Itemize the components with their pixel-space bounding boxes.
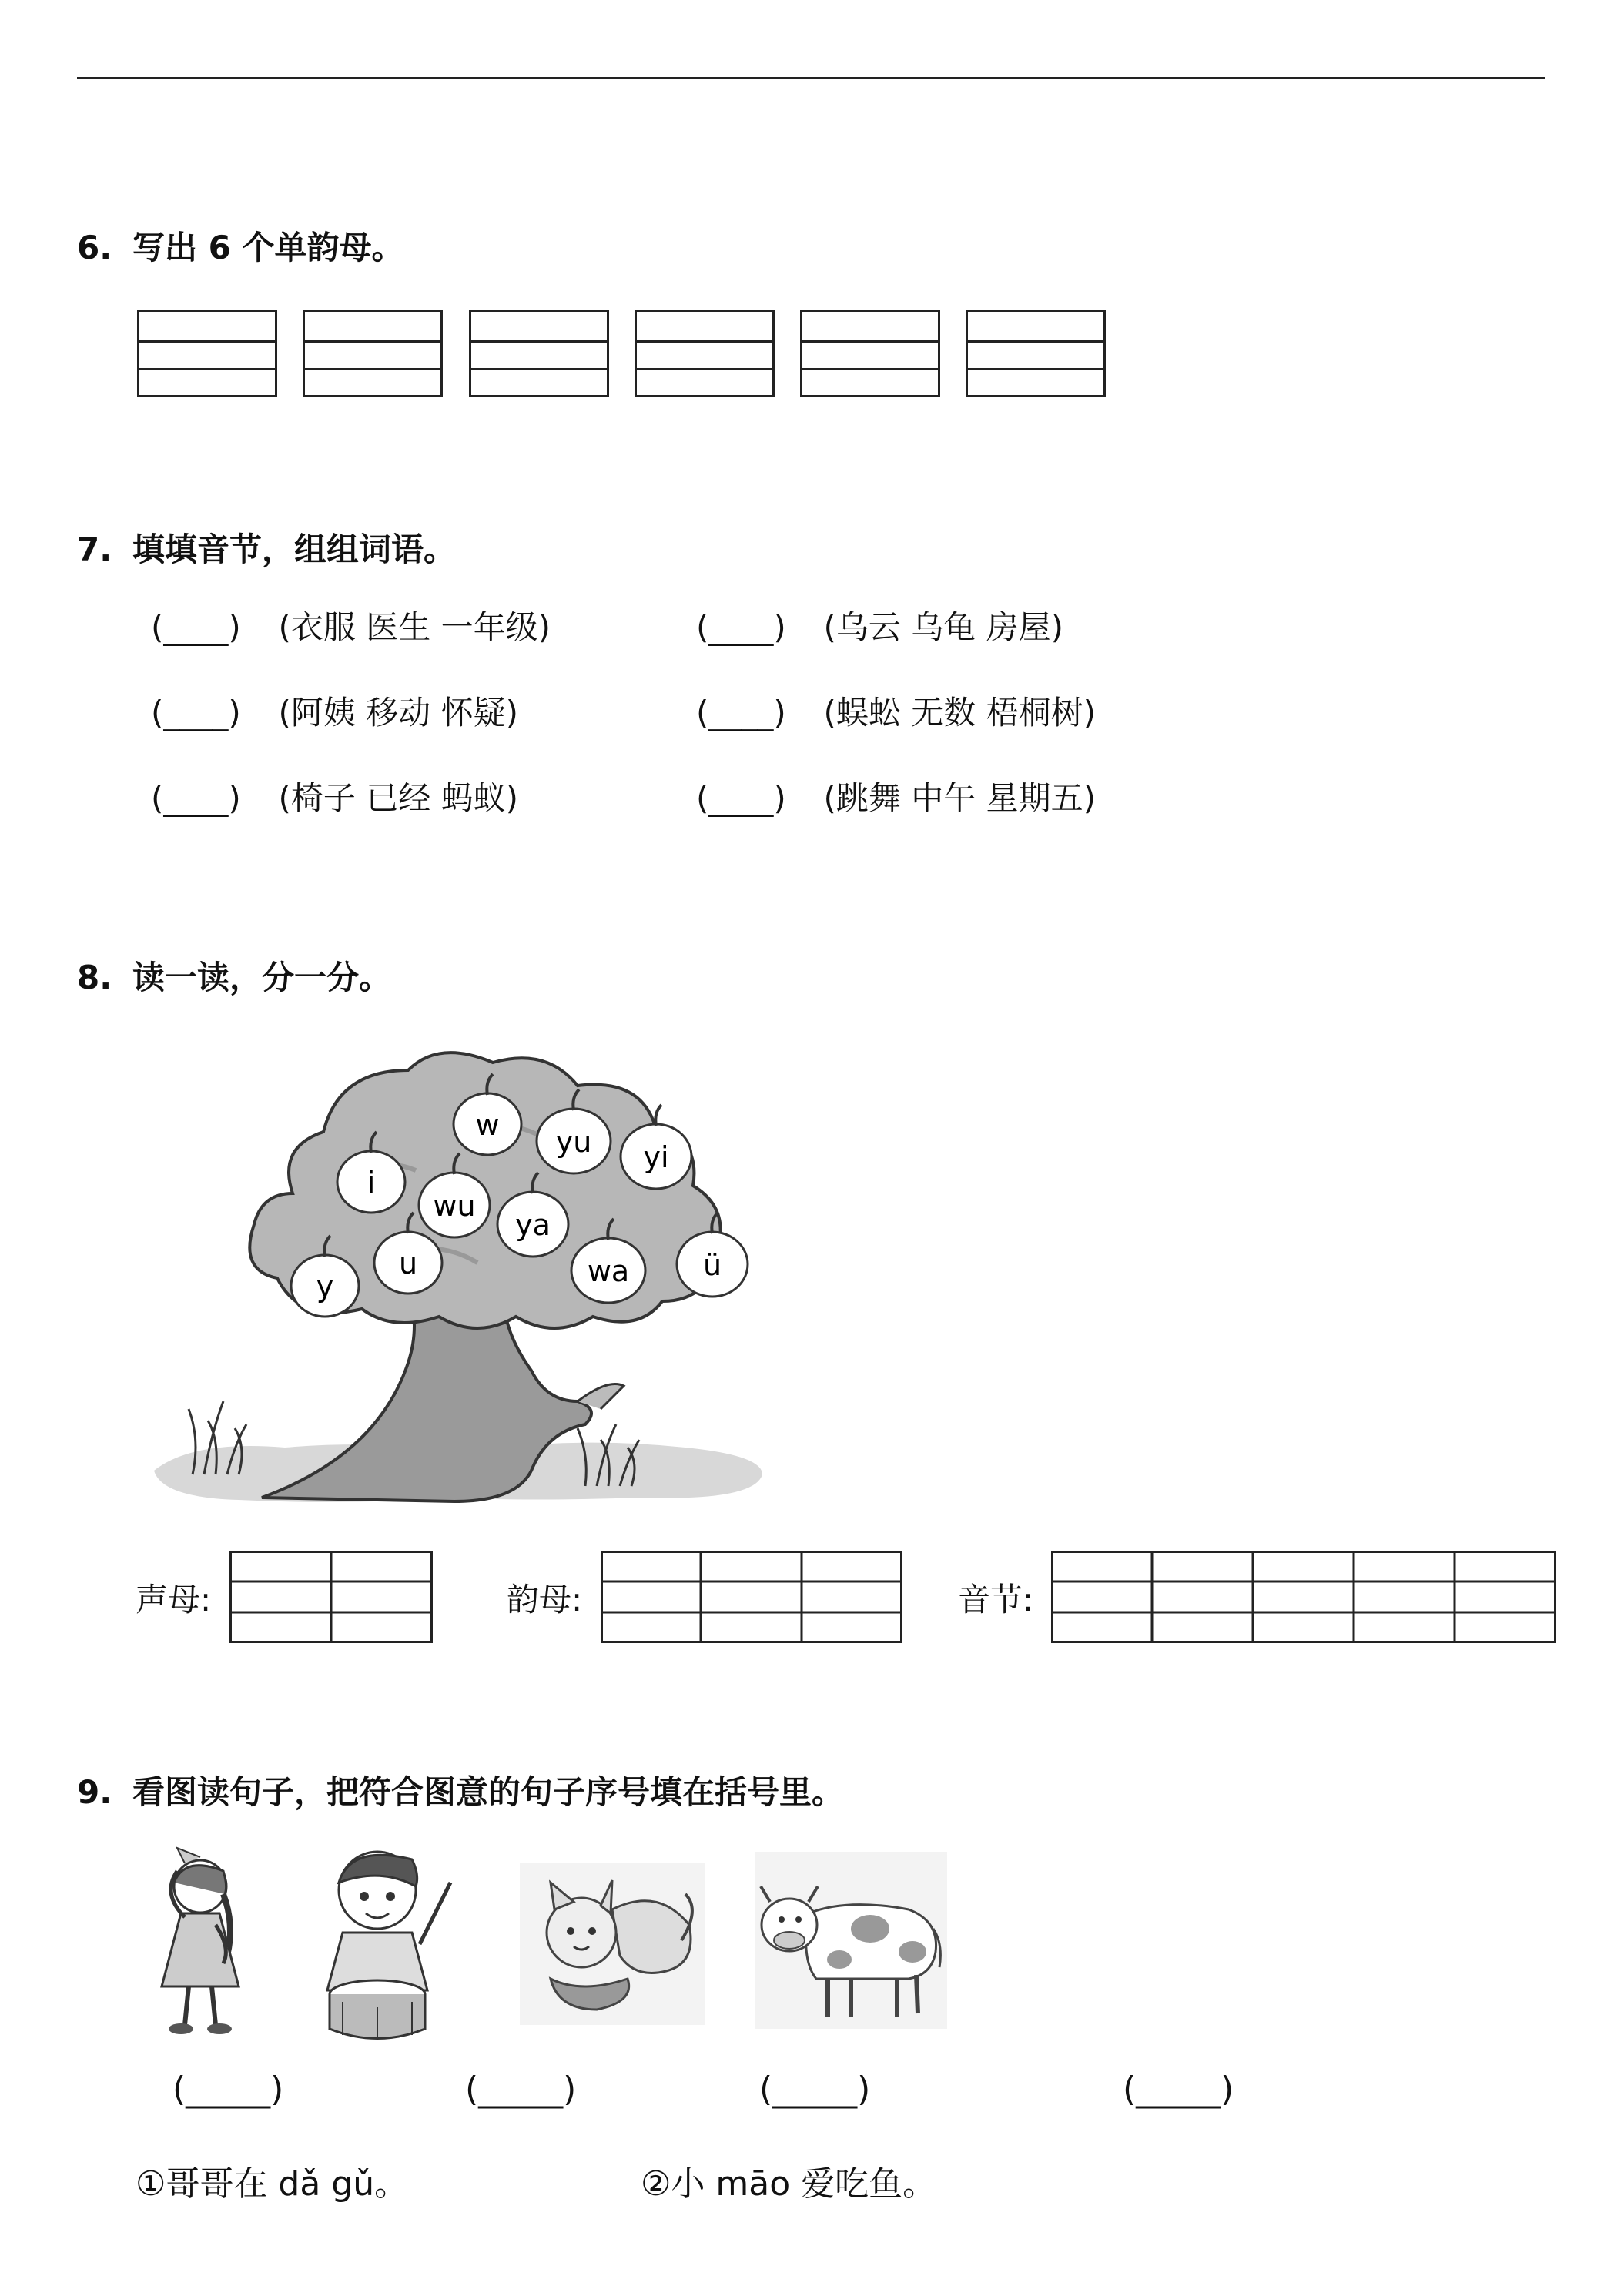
apple-tree-illustration [146,1039,778,1517]
picture-answer-blank[interactable]: (_____) [465,2070,577,2109]
yinjie-answer-grid[interactable] [1051,1551,1556,1643]
picture-answer-blank[interactable]: (_____) [759,2070,871,2109]
word-group: (椅子 已经 蚂蚁) [278,779,518,817]
q7-row-1-left [151,606,551,649]
answer-blank[interactable]: (____) [696,694,786,731]
apple-label: ya [515,1208,551,1242]
answer-blank[interactable]: (____) [151,694,241,731]
pinyin-writing-box[interactable] [303,310,443,397]
pinyin-writing-box[interactable] [635,310,775,397]
boy-drum-picture [304,1836,458,2044]
question-text: 看图读句子，把符合图意的句子序号填在括号里。 [132,1773,845,1811]
answer-blank[interactable]: (____) [696,608,786,646]
sentence-1: ①哥哥在 dǎ gǔ。 [136,2164,409,2204]
apple-label: u [398,1247,418,1280]
question-number: 7. [77,530,112,568]
apple-label: yu [555,1125,592,1159]
q7-row-2-right [696,691,1096,735]
q7-row-3-right [696,777,1096,820]
apple-label: wu [433,1189,476,1223]
picture-answer-blank[interactable]: (_____) [1123,2070,1234,2109]
shengmu-label: 声母: [136,1581,212,1618]
top-rule [77,77,1545,79]
word-group: (跳舞 中午 星期五) [823,779,1096,817]
cat-picture [520,1863,705,2025]
pinyin-writing-box[interactable] [966,310,1106,397]
answer-blank[interactable]: (____) [151,779,241,817]
apple-label: i [367,1166,376,1200]
answer-blank[interactable]: (____) [696,779,786,817]
question-number: 9. [77,1773,112,1811]
word-group: (衣服 医生 一年级) [278,608,551,646]
q7-row-3-left [151,777,518,820]
sentence-2: ②小 māo 爱吃鱼。 [641,2164,937,2204]
word-group: (蜈蚣 无数 梧桐树) [823,694,1096,731]
q7-row-2-left [151,691,518,735]
word-group: (阿姨 移动 怀疑) [278,694,518,731]
pinyin-writing-box[interactable] [800,310,940,397]
question-8-title [77,958,391,998]
apple-label: y [316,1270,334,1304]
apple-label: w [475,1108,500,1142]
pinyin-writing-box[interactable] [469,310,609,397]
question-text: 读一读，分一分。 [132,959,392,996]
picture-answer-blank[interactable]: (_____) [172,2070,284,2109]
pinyin-writing-box[interactable] [137,310,277,397]
girl-picture [139,1840,254,2040]
question-7-title [77,530,456,570]
question-text: 写出 6 个单韵母。 [132,229,404,266]
word-group: (乌云 乌龟 房屋) [823,608,1063,646]
question-9-title [77,1772,844,1812]
question-text: 填填音节，组组词语。 [132,530,457,568]
shengmu-answer-grid[interactable] [229,1551,433,1643]
apple-label: wa [587,1254,630,1288]
question-6-title [77,228,403,268]
yinjie-label: 音节: [958,1581,1034,1618]
answer-blank[interactable]: (____) [151,608,241,646]
cow-picture [755,1852,947,2029]
apple-label: ü [702,1248,722,1282]
yunmu-label: 韵母: [507,1581,583,1618]
yunmu-answer-grid[interactable] [601,1551,902,1643]
question-number: 6. [77,229,112,266]
question-number: 8. [77,959,112,996]
q7-row-1-right [696,606,1063,649]
apple-label: yi [643,1140,669,1174]
